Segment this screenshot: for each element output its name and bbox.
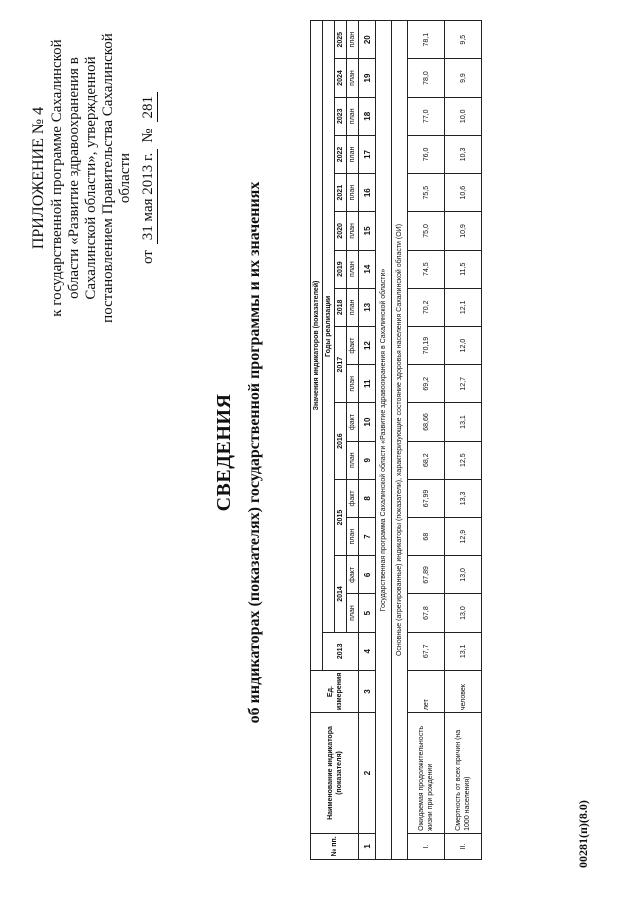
value-cell: 69,2 <box>408 365 445 403</box>
col-name-header: Наименование индикатора (показателя) <box>311 713 359 834</box>
year-header: 2014 <box>335 556 347 632</box>
appendix-signature-line <box>140 33 158 323</box>
row-number: II. <box>445 833 482 859</box>
values-header: Значения индикаторов (показателей) <box>311 21 323 671</box>
value-cell: 12,7 <box>445 365 482 403</box>
year-header: 2019 <box>335 250 347 288</box>
value-cell: 10,9 <box>445 212 482 250</box>
year-header: 2021 <box>335 174 347 212</box>
resolution-date: 31 мая 2013 г. <box>140 149 158 244</box>
appendix-line: области «Развитие здравоохранения в <box>66 57 82 299</box>
col-number: 10 <box>359 403 376 441</box>
indicator-name: Ожидаемая продолжительность жизни при рождении <box>408 713 445 834</box>
value-cell: 13,1 <box>445 632 482 670</box>
plan-fact-label: план <box>347 594 359 632</box>
plan-fact-label: план <box>347 59 359 97</box>
value-cell: 67,99 <box>408 479 445 517</box>
value-cell: 12,5 <box>445 441 482 479</box>
col-unit-header: Ед. измерения <box>311 670 359 712</box>
value-cell: 67,89 <box>408 556 445 594</box>
value-cell: 67,7 <box>408 632 445 670</box>
plan-fact-label: план <box>347 21 359 59</box>
year-header: 2017 <box>335 326 347 402</box>
value-cell: 9,5 <box>445 21 482 59</box>
col-number: 14 <box>359 250 376 288</box>
program-row: Государственная программа Сахалинской области «Развитие здравоохранения в Сахалинской области» <box>376 21 392 860</box>
value-cell: 13,1 <box>445 403 482 441</box>
value-cell: 74,5 <box>408 250 445 288</box>
year-header: 2023 <box>335 97 347 135</box>
col-number: 6 <box>359 556 376 594</box>
value-cell: 70,19 <box>408 326 445 364</box>
plan-fact-label: план <box>347 97 359 135</box>
plan-fact-label: план <box>347 212 359 250</box>
plan-fact-label: план <box>347 518 359 556</box>
value-cell: 68,2 <box>408 441 445 479</box>
col-number: 1 <box>359 833 376 859</box>
value-cell: 78,1 <box>408 21 445 59</box>
resolution-number: 281 <box>140 92 158 123</box>
value-cell: 68 <box>408 518 445 556</box>
value-cell: 77,0 <box>408 97 445 135</box>
value-cell: 12,9 <box>445 518 482 556</box>
appendix-line: области <box>117 152 133 204</box>
number-label: № <box>140 128 156 143</box>
year-header: 2025 <box>335 21 347 59</box>
value-cell: 13,3 <box>445 479 482 517</box>
col-number: 5 <box>359 594 376 632</box>
row-number: I. <box>408 833 445 859</box>
year-header: 2022 <box>335 135 347 173</box>
table-row <box>445 21 482 860</box>
page-title: СВЕДЕНИЯ <box>213 393 235 512</box>
years-label: Годы реализации <box>323 21 335 633</box>
year-header: 2016 <box>335 403 347 479</box>
indicator-name: Смертность от всех причин (на 1000 населения) <box>445 713 482 834</box>
year-header: 2020 <box>335 212 347 250</box>
value-cell: 11,5 <box>445 250 482 288</box>
plan-fact-label: факт <box>347 326 359 364</box>
appendix-block <box>30 33 158 323</box>
plan-fact-label: факт <box>347 556 359 594</box>
col-number: 16 <box>359 174 376 212</box>
section-row: Основные (агрегированные) индикаторы (показатели), характеризующие состояние здоровья населения Сахалинской области (ОИ) <box>392 21 408 860</box>
year-header: 2013 <box>323 632 359 670</box>
col-number: 11 <box>359 365 376 403</box>
value-cell: 75,5 <box>408 174 445 212</box>
appendix-title: ПРИЛОЖЕНИЕ № 4 <box>30 106 47 250</box>
appendix-line: постановлением Правительства Сахалинской <box>100 33 116 323</box>
value-cell: 13,0 <box>445 556 482 594</box>
value-cell: 10,3 <box>445 135 482 173</box>
value-cell: 75,0 <box>408 212 445 250</box>
plan-fact-label: план <box>347 288 359 326</box>
plan-fact-label: факт <box>347 403 359 441</box>
col-number: 15 <box>359 212 376 250</box>
col-number: 9 <box>359 441 376 479</box>
col-number: 19 <box>359 59 376 97</box>
appendix-line: Сахалинской области», утвержденной <box>83 56 99 300</box>
plan-fact-label: план <box>347 365 359 403</box>
col-number: 17 <box>359 135 376 173</box>
year-header: 2018 <box>335 288 347 326</box>
value-cell: 68,66 <box>408 403 445 441</box>
value-cell: 12,1 <box>445 288 482 326</box>
col-number: 12 <box>359 326 376 364</box>
value-cell: 78,0 <box>408 59 445 97</box>
year-header: 2015 <box>335 479 347 555</box>
col-number: 4 <box>359 632 376 670</box>
col-number: 3 <box>359 670 376 712</box>
indicator-unit: лет <box>408 670 445 712</box>
col-number: 7 <box>359 518 376 556</box>
table-row <box>408 21 445 860</box>
appendix-line: к государственной программе Сахалинской <box>49 39 65 317</box>
plan-fact-label: план <box>347 441 359 479</box>
col-number: 2 <box>359 713 376 834</box>
col-number: 13 <box>359 288 376 326</box>
col-number: 20 <box>359 21 376 59</box>
plan-fact-label: факт <box>347 479 359 517</box>
year-header: 2024 <box>335 59 347 97</box>
value-cell: 76,0 <box>408 135 445 173</box>
from-label: от <box>140 250 156 265</box>
indicators-table <box>310 20 482 860</box>
page-subtitle: об индикаторах (показателях) государственной программы и их значениях <box>246 181 263 724</box>
value-cell: 70,2 <box>408 288 445 326</box>
indicator-unit: человек <box>445 670 482 712</box>
value-cell: 10,0 <box>445 97 482 135</box>
value-cell: 67,8 <box>408 594 445 632</box>
plan-fact-label: план <box>347 174 359 212</box>
document-code: 00281(п)(8.0) <box>576 800 590 868</box>
plan-fact-label: план <box>347 250 359 288</box>
value-cell: 9,9 <box>445 59 482 97</box>
plan-fact-label: план <box>347 135 359 173</box>
value-cell: 13,0 <box>445 594 482 632</box>
value-cell: 10,6 <box>445 174 482 212</box>
value-cell: 12,0 <box>445 326 482 364</box>
col-num-header: № пп. <box>311 833 359 859</box>
col-number: 18 <box>359 97 376 135</box>
col-number: 8 <box>359 479 376 517</box>
